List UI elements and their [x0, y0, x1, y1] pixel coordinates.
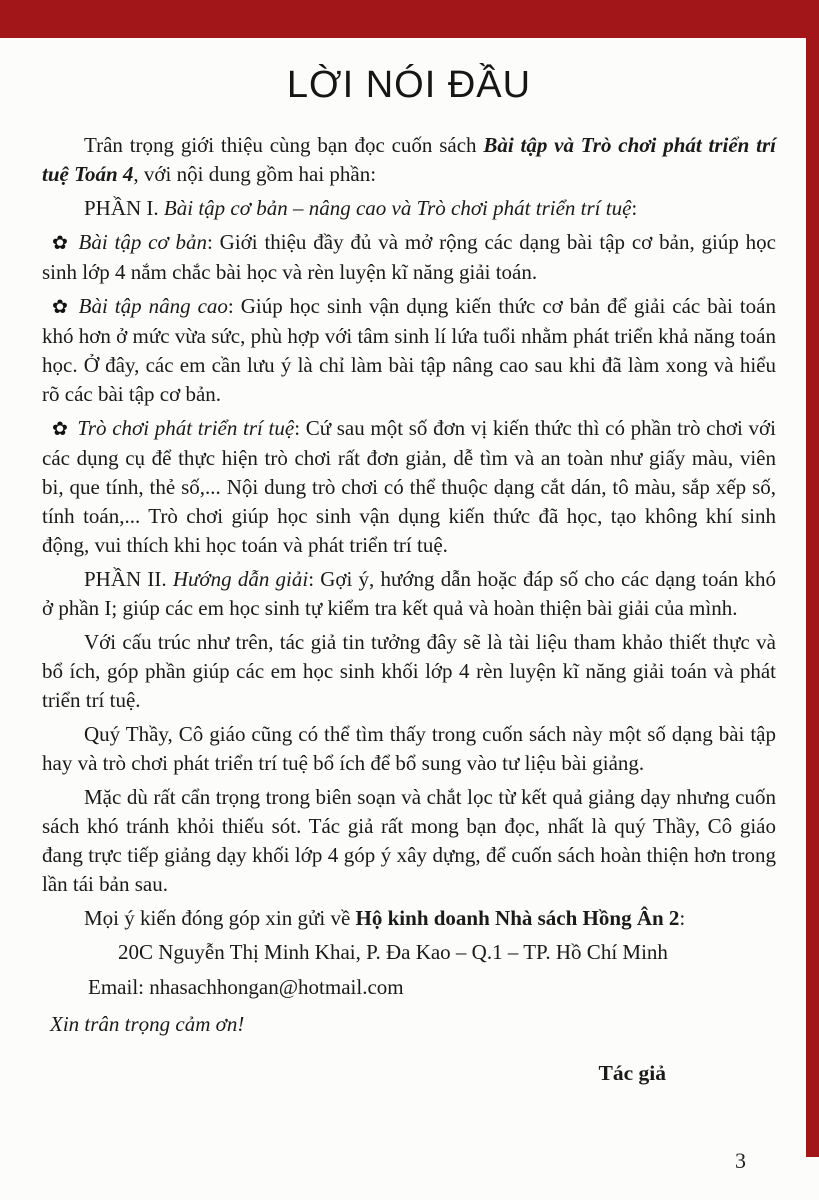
text-run: PHẦN I. [84, 196, 164, 220]
author-signature: Tác giả [598, 1061, 666, 1085]
address-line: 20C Nguyễn Thị Minh Khai, P. Đa Kao – Q.1 – TP. Hồ Chí Minh [118, 940, 668, 964]
thanks-line: Xin trân trọng cảm ơn! [50, 1012, 245, 1036]
email-line: Email: nhasachhongan@hotmail.com [88, 975, 404, 999]
part1-title-run: Bài tập cơ bản – nâng cao và Trò chơi phát triển trí tuệ [163, 196, 632, 220]
text-run: : Gợi ý, hướng dẫn hoặc đáp số cho các dạng toán khó ở phần I; giúp các em học sinh tự kiểm tra kết quả và hoàn thiện bài giải của mình. [42, 567, 776, 620]
intro-paragraph [42, 131, 776, 189]
page-title: LỜI NÓI ĐẦU [286, 64, 532, 106]
text-run: : Giới thiệu đầy đủ và mở rộng các dạng bài tập cơ bản, giúp học sinh lớp 4 nắm chắc bài học và rèn luyện kĩ năng giải toán. [42, 230, 776, 284]
text-run: : Cứ sau một số đơn vị kiến thức thì có phần trò chơi với các dụng cụ để thực hiện trò chơi rất đơn giản, dễ tìm và an toàn như giấy màu, viên bi, que tính, thẻ số,... Nội dung trò chơi có thể thuộc dạng cắt dán, tô màu, sắp xếp số, tính toán,... Trò chơi giúp học sinh vận dụng kiến thức đã học, tạo không khí sinh động, vui thích khi học toán và phát triển trí tuệ. [42, 416, 776, 557]
text-run: Quý Thầy, Cô giáo cũng có thể tìm thấy trong cuốn sách này một số dạng bài tập hay và trò chơi phát triển trí tuệ bổ ích để bổ sung vào tư liệu bài giảng. [42, 722, 776, 775]
part1-heading [42, 194, 776, 223]
red-right-band [806, 0, 819, 1157]
bookstore-name-run: Hộ kinh doanh Nhà sách Hồng Ân 2 [355, 906, 680, 930]
item-title-run: Bài tập cơ bản [78, 230, 208, 254]
feedback-paragraph [42, 904, 776, 933]
part2-heading [42, 565, 776, 623]
preface-page [0, 38, 806, 1200]
book-title-run: Bài tập và Trò chơi phát triển trí tuệ Toán 4 [42, 133, 776, 186]
florette-icon: ✿ [52, 419, 69, 440]
text-run: PHẦN II. [84, 567, 173, 591]
teachers-paragraph [42, 720, 776, 778]
apology-paragraph [42, 783, 776, 899]
basic-exercises-paragraph [42, 228, 776, 287]
text-run: , với nội dung gồm hai phần: [133, 162, 377, 186]
text-run: : Giúp học sinh vận dụng kiến thức cơ bản để giải các bài toán khó hơn ở mức vừa sức, phù hợp với tâm sinh lí lứa tuổi nhằm phát triển khả năng toán học. Ở đây, các em cần lưu ý là chỉ làm bài tập nâng cao sau khi đã làm xong và hiểu rõ các bài tập cơ bản. [42, 294, 776, 406]
text-run: Mặc dù rất cẩn trọng trong biên soạn và chắt lọc từ kết quả giảng dạy nhưng cuốn sách khó tránh khỏi thiếu sót. Tác giả rất mong bạn đọc, nhất là quý Thầy, Cô giáo đang trực tiếp giảng dạy khối lớp 4 góp ý xây dựng, để cuốn sách hoàn thiện hơn trong lần tái bản sau. [42, 785, 776, 896]
text-run: Trân trọng giới thiệu cùng bạn đọc cuốn sách [84, 133, 484, 157]
text-run: : [679, 906, 686, 930]
red-top-band [0, 0, 819, 38]
text-run: Mọi ý kiến đóng góp xin gửi về [84, 906, 356, 930]
item-title-run: Trò chơi phát triển trí tuệ [77, 416, 295, 440]
text-run: Với cấu trúc như trên, tác giả tin tưởng đây sẽ là tài liệu tham khảo thiết thực và bổ ích, góp phần giúp các em học sinh khối lớp 4 rèn luyện kĩ năng giải toán và phát triển trí tuệ. [42, 630, 776, 712]
florette-icon: ✿ [52, 233, 70, 254]
advanced-exercises-paragraph [42, 292, 776, 409]
page-number: 3 [735, 1148, 746, 1173]
item-title-run: Bài tập nâng cao [78, 294, 228, 318]
structure-paragraph [42, 628, 776, 715]
text-run: : [631, 196, 638, 220]
games-paragraph [42, 414, 776, 560]
part2-title-run: Hướng dẫn giải [172, 567, 309, 591]
florette-icon: ✿ [52, 297, 70, 318]
